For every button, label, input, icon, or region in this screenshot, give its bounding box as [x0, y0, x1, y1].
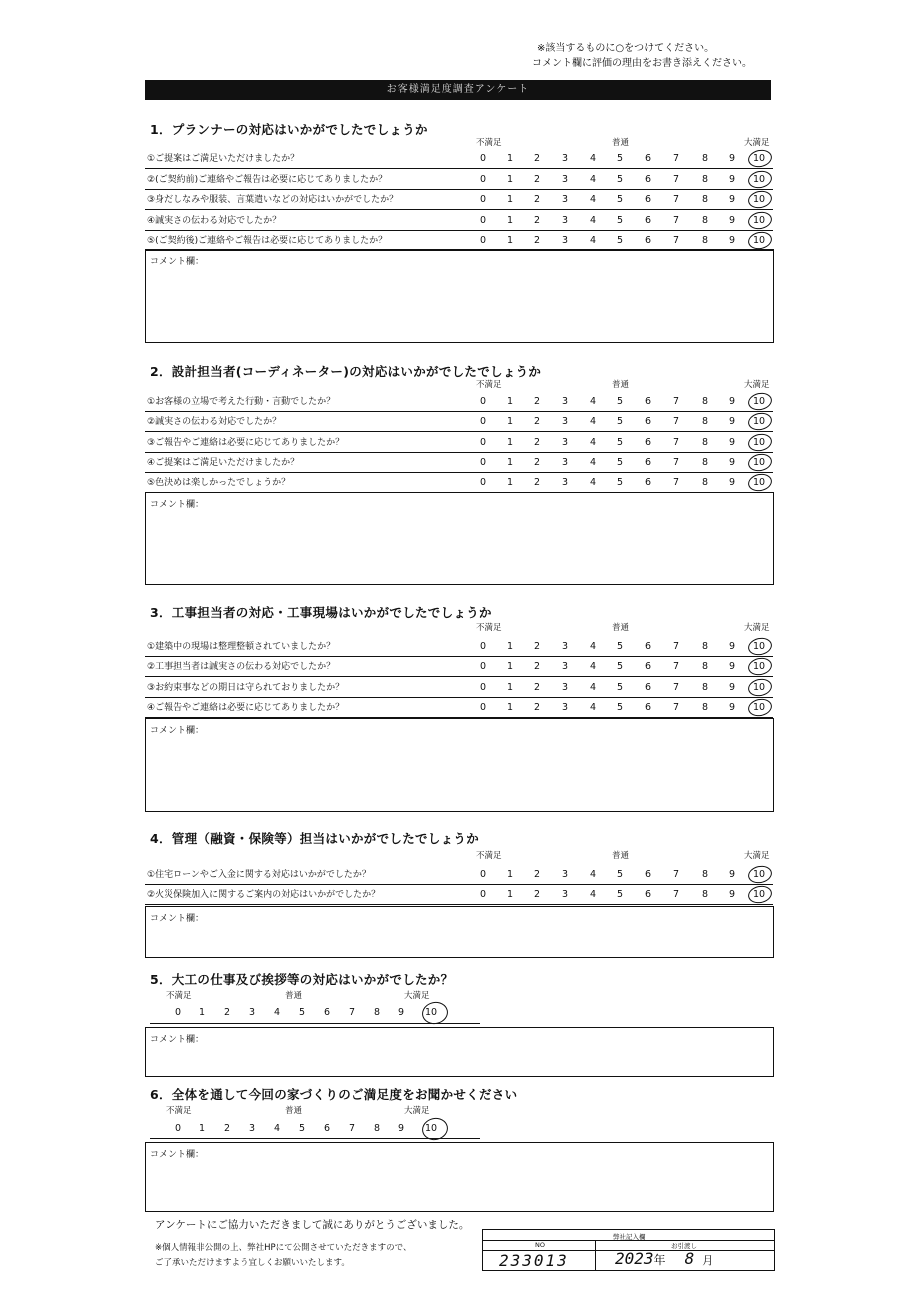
- rating-option-7[interactable]: 7: [672, 215, 680, 226]
- rating-option-8[interactable]: 8: [701, 889, 709, 900]
- rating-option-7[interactable]: 7: [672, 416, 680, 427]
- rating-option-1[interactable]: 1: [199, 1007, 206, 1018]
- rating-option-1[interactable]: 1: [506, 869, 514, 880]
- rating-option-10[interactable]: 10: [752, 457, 766, 468]
- rating-option-7[interactable]: 7: [672, 396, 680, 407]
- rating-option-9[interactable]: 9: [728, 396, 736, 407]
- rating-option-3[interactable]: 3: [561, 457, 569, 468]
- rating-option-10[interactable]: 10: [752, 396, 766, 407]
- rating-option-10[interactable]: 10: [425, 1123, 438, 1134]
- rating-option-6[interactable]: 6: [644, 702, 652, 713]
- rating-option-0[interactable]: 0: [479, 702, 487, 713]
- rating-option-4[interactable]: 4: [589, 661, 597, 672]
- rating-option-4[interactable]: 4: [589, 416, 597, 427]
- rating-option-3[interactable]: 3: [561, 682, 569, 693]
- rating-option-5[interactable]: 5: [616, 477, 624, 488]
- rating-option-6[interactable]: 6: [644, 869, 652, 880]
- rating-option-9[interactable]: 9: [728, 457, 736, 468]
- month-unit: 月: [702, 1254, 714, 1267]
- scale-high-label: 大満足: [404, 991, 430, 1001]
- rating-option-4[interactable]: 4: [589, 396, 597, 407]
- scale-low-label: 不満足: [476, 851, 502, 861]
- rating-option-1[interactable]: 1: [506, 416, 514, 427]
- handover-year: 2023: [615, 1249, 654, 1268]
- section-5-comment-box[interactable]: [145, 1027, 774, 1077]
- scale-mid-label: 普通: [612, 380, 630, 390]
- rating-option-4[interactable]: 4: [589, 889, 597, 900]
- question-text: ④誠実さの伝わる対応でしたか？: [147, 216, 282, 226]
- question-text: ②工事担当者は誠実さの伝わる対応でしたか？: [147, 662, 336, 672]
- question-row: [145, 699, 773, 718]
- rating-option-3[interactable]: 3: [561, 194, 569, 205]
- handover-month: 8: [684, 1249, 695, 1268]
- rating-option-4[interactable]: 4: [589, 153, 597, 164]
- rating-option-8[interactable]: 8: [701, 641, 709, 652]
- rating-option-3[interactable]: 3: [561, 215, 569, 226]
- office-use-box: [482, 1229, 775, 1271]
- question-text: ③ご報告やご連絡は必要に応じてありましたか？: [147, 438, 345, 448]
- rating-option-0[interactable]: 0: [479, 477, 487, 488]
- question-text: ①お客様の立場で考えた行動・言動でしたか？: [147, 397, 336, 407]
- rating-option-7[interactable]: 7: [672, 457, 680, 468]
- rating-option-9[interactable]: 9: [728, 437, 736, 448]
- rating-option-7[interactable]: 7: [672, 153, 680, 164]
- rating-option-0[interactable]: 0: [479, 215, 487, 226]
- rating-option-5[interactable]: 5: [616, 661, 624, 672]
- rating-option-7[interactable]: 7: [672, 702, 680, 713]
- rating-option-0[interactable]: 0: [175, 1007, 182, 1018]
- rating-option-6[interactable]: 6: [644, 174, 652, 185]
- rating-option-9[interactable]: 9: [728, 215, 736, 226]
- rating-option-9[interactable]: 9: [728, 682, 736, 693]
- rating-option-5[interactable]: 5: [616, 889, 624, 900]
- rating-option-3[interactable]: 3: [561, 641, 569, 652]
- rating-option-10[interactable]: 10: [752, 437, 766, 448]
- thanks-message: アンケートにご協力いただきまして誠にありがとうございました。: [155, 1219, 470, 1231]
- rating-option-7[interactable]: 7: [349, 1007, 356, 1018]
- rating-option-3[interactable]: 3: [561, 869, 569, 880]
- rating-option-0[interactable]: 0: [479, 889, 487, 900]
- scale-mid-label: 普通: [612, 851, 630, 861]
- rating-option-4[interactable]: 4: [274, 1007, 281, 1018]
- rating-option-3[interactable]: 3: [561, 437, 569, 448]
- rating-option-2[interactable]: 2: [224, 1007, 231, 1018]
- rating-option-10[interactable]: 10: [752, 416, 766, 427]
- rating-option-3[interactable]: 3: [561, 477, 569, 488]
- rating-option-5[interactable]: 5: [616, 641, 624, 652]
- rating-option-10[interactable]: 10: [752, 174, 766, 185]
- rating-option-8[interactable]: 8: [701, 457, 709, 468]
- rating-option-8[interactable]: 8: [701, 682, 709, 693]
- question-row: [145, 886, 773, 905]
- question-text: ①住宅ローンやご入金に関する対応はいかがでしたか？: [147, 870, 371, 880]
- question-row: [145, 866, 773, 885]
- rating-option-2[interactable]: 2: [533, 235, 541, 246]
- rating-option-7[interactable]: 7: [672, 889, 680, 900]
- rating-option-9[interactable]: 9: [728, 153, 736, 164]
- rating-option-3[interactable]: 3: [561, 416, 569, 427]
- rating-option-6[interactable]: 6: [324, 1007, 331, 1018]
- rating-option-10[interactable]: 10: [752, 153, 766, 164]
- section-3-title: 3．工事担当者の対応・工事現場はいかがでしたでしょうか: [150, 605, 492, 620]
- rating-option-0[interactable]: 0: [175, 1123, 182, 1134]
- rating-option-2[interactable]: 2: [533, 215, 541, 226]
- rating-option-1[interactable]: 1: [506, 702, 514, 713]
- rating-option-7[interactable]: 7: [672, 437, 680, 448]
- rating-option-5[interactable]: 5: [616, 702, 624, 713]
- rating-option-3[interactable]: 3: [561, 396, 569, 407]
- rating-option-6[interactable]: 6: [324, 1123, 331, 1134]
- question-row: [145, 638, 773, 657]
- comment-label: コメント欄：: [150, 500, 205, 510]
- rating-option-9[interactable]: 9: [398, 1123, 405, 1134]
- rating-option-1[interactable]: 1: [506, 194, 514, 205]
- year-unit: 年: [653, 1253, 666, 1267]
- rating-option-9[interactable]: 9: [728, 869, 736, 880]
- question-row: [145, 658, 773, 677]
- rating-option-6[interactable]: 6: [644, 396, 652, 407]
- rating-option-2[interactable]: 2: [533, 396, 541, 407]
- rating-option-4[interactable]: 4: [589, 869, 597, 880]
- section-6-comment-box[interactable]: [145, 1142, 774, 1212]
- rating-option-2[interactable]: 2: [533, 889, 541, 900]
- question-text: ②(ご契約前)ご連絡やご報告は必要に応じてありましたか？: [147, 175, 388, 185]
- question-text: ④ご提案はご満足いただけましたか？: [147, 458, 300, 468]
- rating-option-6[interactable]: 6: [644, 457, 652, 468]
- rating-option-8[interactable]: 8: [374, 1007, 381, 1018]
- question-row: [145, 191, 773, 210]
- rating-option-6[interactable]: 6: [644, 682, 652, 693]
- rating-option-1[interactable]: 1: [506, 153, 514, 164]
- rating-option-10[interactable]: 10: [752, 889, 766, 900]
- rating-option-0[interactable]: 0: [479, 641, 487, 652]
- rating-option-1[interactable]: 1: [506, 661, 514, 672]
- rating-option-6[interactable]: 6: [644, 235, 652, 246]
- rating-option-5[interactable]: 5: [616, 437, 624, 448]
- rating-option-8[interactable]: 8: [701, 153, 709, 164]
- rating-option-10[interactable]: 10: [752, 661, 766, 672]
- rating-option-5[interactable]: 5: [616, 153, 624, 164]
- rating-option-10[interactable]: 10: [752, 641, 766, 652]
- rating-option-6[interactable]: 6: [644, 215, 652, 226]
- rating-option-5[interactable]: 5: [616, 416, 624, 427]
- rating-option-5[interactable]: 5: [616, 457, 624, 468]
- scale-mid-label: 普通: [285, 991, 303, 1001]
- rating-option-6[interactable]: 6: [644, 153, 652, 164]
- comment-label: コメント欄：: [150, 257, 205, 267]
- rating-option-0[interactable]: 0: [479, 153, 487, 164]
- question-row: [145, 474, 773, 493]
- rating-option-8[interactable]: 8: [701, 194, 709, 205]
- question-text: ④ご報告やご連絡は必要に応じてありましたか？: [147, 703, 345, 713]
- scale-low-label: 不満足: [476, 380, 502, 390]
- rating-option-2[interactable]: 2: [533, 682, 541, 693]
- question-row: [145, 679, 773, 698]
- rating-option-4[interactable]: 4: [589, 194, 597, 205]
- rating-option-2[interactable]: 2: [533, 477, 541, 488]
- question-text: ⑤(ご契約後)ご連絡やご報告は必要に応じてありましたか？: [147, 236, 388, 246]
- rating-option-5[interactable]: 5: [616, 235, 624, 246]
- rating-option-2[interactable]: 2: [533, 869, 541, 880]
- rating-option-9[interactable]: 9: [728, 702, 736, 713]
- rating-option-4[interactable]: 4: [274, 1123, 281, 1134]
- rating-option-5[interactable]: 5: [616, 194, 624, 205]
- rating-option-9[interactable]: 9: [398, 1007, 405, 1018]
- question-row: [145, 393, 773, 412]
- rating-option-8[interactable]: 8: [374, 1123, 381, 1134]
- scale-mid-label: 普通: [612, 623, 630, 633]
- rating-option-4[interactable]: 4: [589, 641, 597, 652]
- rating-option-0[interactable]: 0: [479, 235, 487, 246]
- rating-option-8[interactable]: 8: [701, 477, 709, 488]
- question-row: [145, 434, 773, 453]
- rating-option-8[interactable]: 8: [701, 702, 709, 713]
- rating-option-2[interactable]: 2: [533, 416, 541, 427]
- rating-option-7[interactable]: 7: [672, 235, 680, 246]
- question-text: ⑤色決めは楽しかったでしょうか？: [147, 478, 291, 488]
- question-text: ①ご提案はご満足いただけましたか？: [147, 154, 300, 164]
- rating-option-10[interactable]: 10: [752, 702, 766, 713]
- section-2-title: 2．設計担当者(コーディネーター)の対応はいかがでしたでしょうか: [150, 364, 542, 379]
- rating-option-9[interactable]: 9: [728, 235, 736, 246]
- rating-option-7[interactable]: 7: [672, 661, 680, 672]
- rating-option-2[interactable]: 2: [533, 457, 541, 468]
- question-text: ③身だしなみや服装、言葉遣いなどの対応はいかがでしたか？: [147, 195, 399, 205]
- rating-option-3[interactable]: 3: [561, 235, 569, 246]
- rating-option-4[interactable]: 4: [589, 702, 597, 713]
- question-row: [145, 171, 773, 190]
- rating-option-7[interactable]: 7: [672, 869, 680, 880]
- question-row: [145, 150, 773, 169]
- rating-option-0[interactable]: 0: [479, 682, 487, 693]
- rating-option-1[interactable]: 1: [506, 641, 514, 652]
- question-text: ③お約束事などの期日は守られておりましたか？: [147, 683, 345, 693]
- rating-option-7[interactable]: 7: [672, 682, 680, 693]
- rating-option-6[interactable]: 6: [644, 194, 652, 205]
- rating-option-0[interactable]: 0: [479, 437, 487, 448]
- section-4-comment-box[interactable]: [145, 906, 774, 958]
- rating-option-1[interactable]: 1: [506, 457, 514, 468]
- rating-option-2[interactable]: 2: [533, 437, 541, 448]
- rating-option-1[interactable]: 1: [506, 215, 514, 226]
- rating-option-10[interactable]: 10: [752, 477, 766, 488]
- section-1-comment-box[interactable]: [145, 249, 774, 343]
- question-row: [145, 454, 773, 473]
- rating-option-1[interactable]: 1: [506, 477, 514, 488]
- rating-option-8[interactable]: 8: [701, 174, 709, 185]
- rating-option-1[interactable]: 1: [506, 889, 514, 900]
- rating-option-8[interactable]: 8: [701, 437, 709, 448]
- question-text: ②火災保険加入に関するご案内の対応はいかがでしたか？: [147, 890, 381, 900]
- rating-option-6[interactable]: 6: [644, 889, 652, 900]
- comment-label: コメント欄：: [150, 1035, 205, 1045]
- rating-option-6[interactable]: 6: [644, 661, 652, 672]
- rating-option-4[interactable]: 4: [589, 457, 597, 468]
- office-use-header: 弊社記入欄: [613, 1233, 646, 1241]
- section-1-title: 1．プランナーの対応はいかがでしたでしょうか: [150, 122, 428, 137]
- rating-option-10[interactable]: 10: [752, 869, 766, 880]
- comment-label: コメント欄：: [150, 726, 205, 736]
- section-3-comment-box[interactable]: [145, 718, 774, 812]
- rating-option-1[interactable]: 1: [199, 1123, 206, 1134]
- rating-option-6[interactable]: 6: [644, 437, 652, 448]
- rating-option-8[interactable]: 8: [701, 416, 709, 427]
- rating-option-6[interactable]: 6: [644, 416, 652, 427]
- scale-high-label: 大満足: [744, 851, 770, 861]
- rating-option-0[interactable]: 0: [479, 396, 487, 407]
- rating-option-3[interactable]: 3: [249, 1123, 256, 1134]
- rating-option-1[interactable]: 1: [506, 235, 514, 246]
- section-2-comment-box[interactable]: [145, 492, 774, 585]
- rating-option-7[interactable]: 7: [672, 194, 680, 205]
- rating-option-5[interactable]: 5: [299, 1007, 306, 1018]
- rating-option-9[interactable]: 9: [728, 477, 736, 488]
- rating-option-4[interactable]: 4: [589, 235, 597, 246]
- rating-option-9[interactable]: 9: [728, 174, 736, 185]
- rating-option-10[interactable]: 10: [752, 215, 766, 226]
- rating-option-2[interactable]: 2: [533, 153, 541, 164]
- section-6-title: 6．全体を通して今回の家づくりのご満足度をお聞かせください: [150, 1087, 518, 1102]
- no-label: NO: [535, 1241, 545, 1249]
- rating-option-2[interactable]: 2: [533, 174, 541, 185]
- scale-low-label: 不満足: [166, 991, 192, 1001]
- question-text: ②誠実さの伝わる対応でしたか？: [147, 417, 282, 427]
- rating-option-2[interactable]: 2: [533, 641, 541, 652]
- rating-option-3[interactable]: 3: [249, 1007, 256, 1018]
- rating-option-3[interactable]: 3: [561, 153, 569, 164]
- comment-label: コメント欄：: [150, 1150, 205, 1160]
- question-text: ①建築中の現場は整理整頓されていましたか？: [147, 642, 336, 652]
- rating-option-5[interactable]: 5: [616, 396, 624, 407]
- rating-option-5[interactable]: 5: [616, 215, 624, 226]
- rating-option-6[interactable]: 6: [644, 477, 652, 488]
- rating-option-0[interactable]: 0: [479, 194, 487, 205]
- rating-option-2[interactable]: 2: [224, 1123, 231, 1134]
- rating-option-10[interactable]: 10: [752, 235, 766, 246]
- rating-option-0[interactable]: 0: [479, 457, 487, 468]
- comment-label: コメント欄：: [150, 914, 205, 924]
- rating-option-7[interactable]: 7: [349, 1123, 356, 1134]
- rating-option-7[interactable]: 7: [672, 641, 680, 652]
- scale-high-label: 大満足: [744, 380, 770, 390]
- rating-option-3[interactable]: 3: [561, 174, 569, 185]
- rating-option-10[interactable]: 10: [752, 194, 766, 205]
- rating-option-8[interactable]: 8: [701, 396, 709, 407]
- rating-option-5[interactable]: 5: [616, 174, 624, 185]
- rating-option-1[interactable]: 1: [506, 682, 514, 693]
- rating-option-9[interactable]: 9: [728, 661, 736, 672]
- rating-option-10[interactable]: 10: [752, 682, 766, 693]
- scale-low-label: 不満足: [476, 138, 502, 148]
- scale-low-label: 不満足: [166, 1106, 192, 1116]
- rating-option-8[interactable]: 8: [701, 235, 709, 246]
- rating-option-5[interactable]: 5: [616, 869, 624, 880]
- rating-option-7[interactable]: 7: [672, 477, 680, 488]
- rating-option-0[interactable]: 0: [479, 869, 487, 880]
- instruction-comment-note: コメント欄に評価の理由をお書き添えください。: [532, 58, 752, 69]
- rating-option-10[interactable]: 10: [425, 1007, 438, 1018]
- scale-mid-label: 普通: [285, 1106, 303, 1116]
- scale-low-label: 不満足: [476, 623, 502, 633]
- rating-option-8[interactable]: 8: [701, 661, 709, 672]
- instruction-circle-note: ※該当するものに○をつけてください。: [537, 43, 715, 54]
- rating-option-0[interactable]: 0: [479, 416, 487, 427]
- rating-option-1[interactable]: 1: [506, 396, 514, 407]
- rating-option-3[interactable]: 3: [561, 702, 569, 713]
- rating-option-9[interactable]: 9: [728, 889, 736, 900]
- rating-option-1[interactable]: 1: [506, 437, 514, 448]
- rating-option-0[interactable]: 0: [479, 174, 487, 185]
- rating-option-4[interactable]: 4: [589, 174, 597, 185]
- survey-number: 233013: [499, 1251, 569, 1270]
- rating-option-4[interactable]: 4: [589, 477, 597, 488]
- privacy-note-line1: ※個人情報非公開の上、弊社HPにて公開させていただきますので、: [155, 1243, 412, 1253]
- rating-option-4[interactable]: 4: [589, 682, 597, 693]
- rating-option-1[interactable]: 1: [506, 174, 514, 185]
- rating-option-5[interactable]: 5: [299, 1123, 306, 1134]
- scale-high-label: 大満足: [404, 1106, 430, 1116]
- scale-high-label: 大満足: [744, 138, 770, 148]
- rating-option-9[interactable]: 9: [728, 194, 736, 205]
- rating-option-0[interactable]: 0: [479, 661, 487, 672]
- rating-option-4[interactable]: 4: [589, 437, 597, 448]
- rating-option-2[interactable]: 2: [533, 194, 541, 205]
- rating-option-2[interactable]: 2: [533, 661, 541, 672]
- rating-option-6[interactable]: 6: [644, 641, 652, 652]
- rating-option-8[interactable]: 8: [701, 869, 709, 880]
- question-row: [145, 212, 773, 231]
- section-5-title: 5．大工の仕事及び挨拶等の対応はいかがでしたか？: [150, 972, 454, 987]
- handover-label: お引渡し: [671, 1242, 697, 1250]
- rating-option-3[interactable]: 3: [561, 661, 569, 672]
- rating-option-4[interactable]: 4: [589, 215, 597, 226]
- question-row: [145, 413, 773, 432]
- rating-option-5[interactable]: 5: [616, 682, 624, 693]
- survey-title-bar: お客様満足度調査アンケート: [145, 80, 771, 100]
- rating-option-3[interactable]: 3: [561, 889, 569, 900]
- rating-option-8[interactable]: 8: [701, 215, 709, 226]
- privacy-note-line2: ご了承いただけますよう宜しくお願いいたします。: [155, 1258, 350, 1268]
- rating-option-7[interactable]: 7: [672, 174, 680, 185]
- section-4-title: 4．管理（融資・保険等）担当はいかがでしたでしょうか: [150, 831, 479, 846]
- rating-option-9[interactable]: 9: [728, 416, 736, 427]
- rating-option-9[interactable]: 9: [728, 641, 736, 652]
- scale-mid-label: 普通: [612, 138, 630, 148]
- scale-high-label: 大満足: [744, 623, 770, 633]
- rating-option-2[interactable]: 2: [533, 702, 541, 713]
